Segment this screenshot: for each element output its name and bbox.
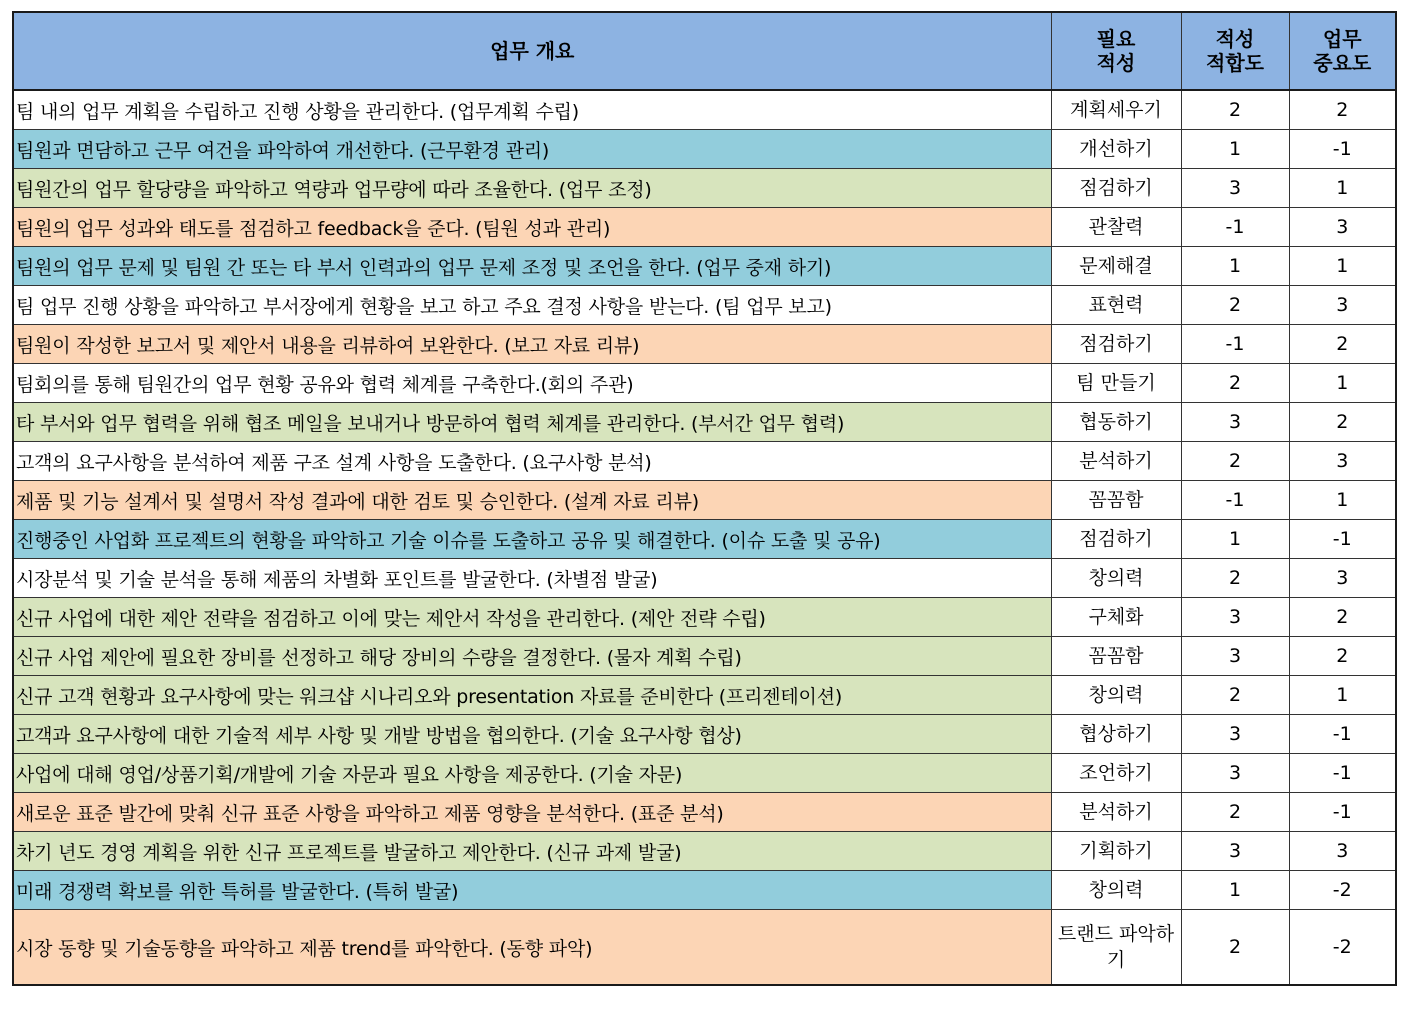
task-description: 팀원이 작성한 보고서 및 제안서 내용을 리뷰하여 보완한다. (보고 자료 리뷰) — [13, 325, 1051, 364]
aptitude-fit-score: 2 — [1181, 286, 1289, 325]
task-importance-score: -1 — [1289, 754, 1396, 793]
table-row — [13, 403, 1396, 442]
table-row — [13, 676, 1396, 715]
aptitude-fit-score: 1 — [1181, 130, 1289, 169]
required-aptitude: 조언하기 — [1051, 754, 1181, 793]
required-aptitude: 협동하기 — [1051, 403, 1181, 442]
header-required-aptitude: 필요 적성 — [1051, 12, 1181, 90]
required-aptitude: 분석하기 — [1051, 442, 1181, 481]
task-description: 차기 년도 경영 계획을 위한 신규 프로젝트를 발굴하고 제안한다. (신규 과제 발굴) — [13, 832, 1051, 871]
required-aptitude: 개선하기 — [1051, 130, 1181, 169]
header-task-importance: 업무 중요도 — [1289, 12, 1396, 90]
required-aptitude: 트랜드 파악하기 — [1051, 910, 1181, 986]
aptitude-fit-score: -1 — [1181, 325, 1289, 364]
task-description: 팀원간의 업무 할당량을 파악하고 역량과 업무량에 따라 조율한다. (업무 조정) — [13, 169, 1051, 208]
required-aptitude: 창의력 — [1051, 871, 1181, 910]
aptitude-fit-score: 2 — [1181, 364, 1289, 403]
task-description: 고객과 요구사항에 대한 기술적 세부 사항 및 개발 방법을 협의한다. (기술 요구사항 협상) — [13, 715, 1051, 754]
required-aptitude: 점검하기 — [1051, 325, 1181, 364]
task-importance-score: 3 — [1289, 208, 1396, 247]
task-importance-score: 3 — [1289, 286, 1396, 325]
task-importance-score: -1 — [1289, 130, 1396, 169]
required-aptitude: 협상하기 — [1051, 715, 1181, 754]
required-aptitude: 점검하기 — [1051, 169, 1181, 208]
required-aptitude: 꼼꼼함 — [1051, 637, 1181, 676]
required-aptitude: 표현력 — [1051, 286, 1181, 325]
aptitude-fit-score: 2 — [1181, 559, 1289, 598]
task-description: 고객의 요구사항을 분석하여 제품 구조 설계 사항을 도출한다. (요구사항 분석) — [13, 442, 1051, 481]
required-aptitude: 팀 만들기 — [1051, 364, 1181, 403]
task-description: 팀 업무 진행 상황을 파악하고 부서장에게 현황을 보고 하고 주요 결정 사항을 받는다. (팀 업무 보고) — [13, 286, 1051, 325]
task-importance-score: 3 — [1289, 442, 1396, 481]
task-table — [12, 11, 1397, 986]
table-row — [13, 169, 1396, 208]
required-aptitude: 관찰력 — [1051, 208, 1181, 247]
task-description: 미래 경쟁력 확보를 위한 특허를 발굴한다. (특허 발굴) — [13, 871, 1051, 910]
task-description: 신규 사업에 대한 제안 전략을 점검하고 이에 맞는 제안서 작성을 관리한다. (제안 전략 수립) — [13, 598, 1051, 637]
aptitude-fit-score: 2 — [1181, 442, 1289, 481]
table-row — [13, 559, 1396, 598]
required-aptitude: 구체화 — [1051, 598, 1181, 637]
task-description: 제품 및 기능 설계서 및 설명서 작성 결과에 대한 검토 및 승인한다. (설계 자료 리뷰) — [13, 481, 1051, 520]
task-description: 시장 동향 및 기술동향을 파악하고 제품 trend를 파악한다. (동향 파악) — [13, 910, 1051, 986]
table-row — [13, 442, 1396, 481]
aptitude-fit-score: 3 — [1181, 754, 1289, 793]
aptitude-fit-score: 1 — [1181, 871, 1289, 910]
task-description: 진행중인 사업화 프로젝트의 현황을 파악하고 기술 이슈를 도출하고 공유 및 해결한다. (이슈 도출 및 공유) — [13, 520, 1051, 559]
required-aptitude: 계획세우기 — [1051, 90, 1181, 130]
task-importance-score: -1 — [1289, 715, 1396, 754]
task-importance-score: -1 — [1289, 520, 1396, 559]
required-aptitude: 기획하기 — [1051, 832, 1181, 871]
aptitude-fit-score: 2 — [1181, 910, 1289, 986]
aptitude-fit-score: 2 — [1181, 90, 1289, 130]
task-importance-score: -1 — [1289, 793, 1396, 832]
required-aptitude: 분석하기 — [1051, 793, 1181, 832]
table-row — [13, 247, 1396, 286]
task-importance-score: -2 — [1289, 871, 1396, 910]
table-row — [13, 325, 1396, 364]
task-description: 새로운 표준 발간에 맞춰 신규 표준 사항을 파악하고 제품 영향을 분석한다. (표준 분석) — [13, 793, 1051, 832]
task-importance-score: 1 — [1289, 247, 1396, 286]
required-aptitude: 문제해결 — [1051, 247, 1181, 286]
task-importance-score: 2 — [1289, 325, 1396, 364]
task-description: 신규 고객 현황과 요구사항에 맞는 워크샵 시나리오와 presentation 자료를 준비한다 (프리젠테이션) — [13, 676, 1051, 715]
table-row — [13, 598, 1396, 637]
task-description: 신규 사업 제안에 필요한 장비를 선정하고 해당 장비의 수량을 결정한다. (물자 계획 수립) — [13, 637, 1051, 676]
task-description: 팀회의를 통해 팀원간의 업무 현황 공유와 협력 체계를 구축한다.(회의 주관) — [13, 364, 1051, 403]
task-importance-score: 2 — [1289, 403, 1396, 442]
table-row — [13, 286, 1396, 325]
aptitude-fit-score: 1 — [1181, 247, 1289, 286]
required-aptitude: 창의력 — [1051, 676, 1181, 715]
aptitude-fit-score: 3 — [1181, 832, 1289, 871]
table-row — [13, 208, 1396, 247]
task-importance-score: 2 — [1289, 598, 1396, 637]
table-row — [13, 637, 1396, 676]
aptitude-fit-score: -1 — [1181, 481, 1289, 520]
task-importance-score: 1 — [1289, 169, 1396, 208]
aptitude-fit-score: 1 — [1181, 520, 1289, 559]
aptitude-fit-score: -1 — [1181, 208, 1289, 247]
aptitude-fit-score: 3 — [1181, 169, 1289, 208]
task-description: 팀원의 업무 성과와 태도를 점검하고 feedback을 준다. (팀원 성과 관리) — [13, 208, 1051, 247]
task-importance-score: 1 — [1289, 364, 1396, 403]
task-importance-score: 2 — [1289, 637, 1396, 676]
aptitude-fit-score: 3 — [1181, 403, 1289, 442]
table-row — [13, 481, 1396, 520]
task-description: 타 부서와 업무 협력을 위해 협조 메일을 보내거나 방문하여 협력 체계를 관리한다. (부서간 업무 협력) — [13, 403, 1051, 442]
task-importance-score: 2 — [1289, 90, 1396, 130]
task-importance-score: 3 — [1289, 832, 1396, 871]
task-importance-score: 1 — [1289, 481, 1396, 520]
task-description: 팀원과 면담하고 근무 여건을 파악하여 개선한다. (근무환경 관리) — [13, 130, 1051, 169]
task-importance-score: -2 — [1289, 910, 1396, 986]
aptitude-fit-score: 3 — [1181, 598, 1289, 637]
required-aptitude: 꼼꼼함 — [1051, 481, 1181, 520]
table-row — [13, 910, 1396, 986]
required-aptitude: 점검하기 — [1051, 520, 1181, 559]
table-row — [13, 364, 1396, 403]
table-row — [13, 793, 1396, 832]
table-row — [13, 832, 1396, 871]
task-description: 팀원의 업무 문제 및 팀원 간 또는 타 부서 인력과의 업무 문제 조정 및 조언을 한다. (업무 중재 하기) — [13, 247, 1051, 286]
aptitude-fit-score: 2 — [1181, 793, 1289, 832]
table-row — [13, 871, 1396, 910]
table-row — [13, 90, 1396, 130]
task-importance-score: 1 — [1289, 676, 1396, 715]
aptitude-fit-score: 3 — [1181, 715, 1289, 754]
table-row — [13, 520, 1396, 559]
table-row — [13, 130, 1396, 169]
header-row — [13, 12, 1396, 90]
required-aptitude: 창의력 — [1051, 559, 1181, 598]
task-description: 사업에 대해 영업/상품기획/개발에 기술 자문과 필요 사항을 제공한다. (기술 자문) — [13, 754, 1051, 793]
task-importance-score: 3 — [1289, 559, 1396, 598]
task-description: 시장분석 및 기술 분석을 통해 제품의 차별화 포인트를 발굴한다. (차별점 발굴) — [13, 559, 1051, 598]
header-aptitude-fit: 적성 적합도 — [1181, 12, 1289, 90]
table-row — [13, 715, 1396, 754]
task-description: 팀 내의 업무 계획을 수립하고 진행 상황을 관리한다. (업무계획 수립) — [13, 90, 1051, 130]
aptitude-fit-score: 2 — [1181, 676, 1289, 715]
aptitude-fit-score: 3 — [1181, 637, 1289, 676]
table-row — [13, 754, 1396, 793]
header-task-overview: 업무 개요 — [13, 12, 1051, 90]
